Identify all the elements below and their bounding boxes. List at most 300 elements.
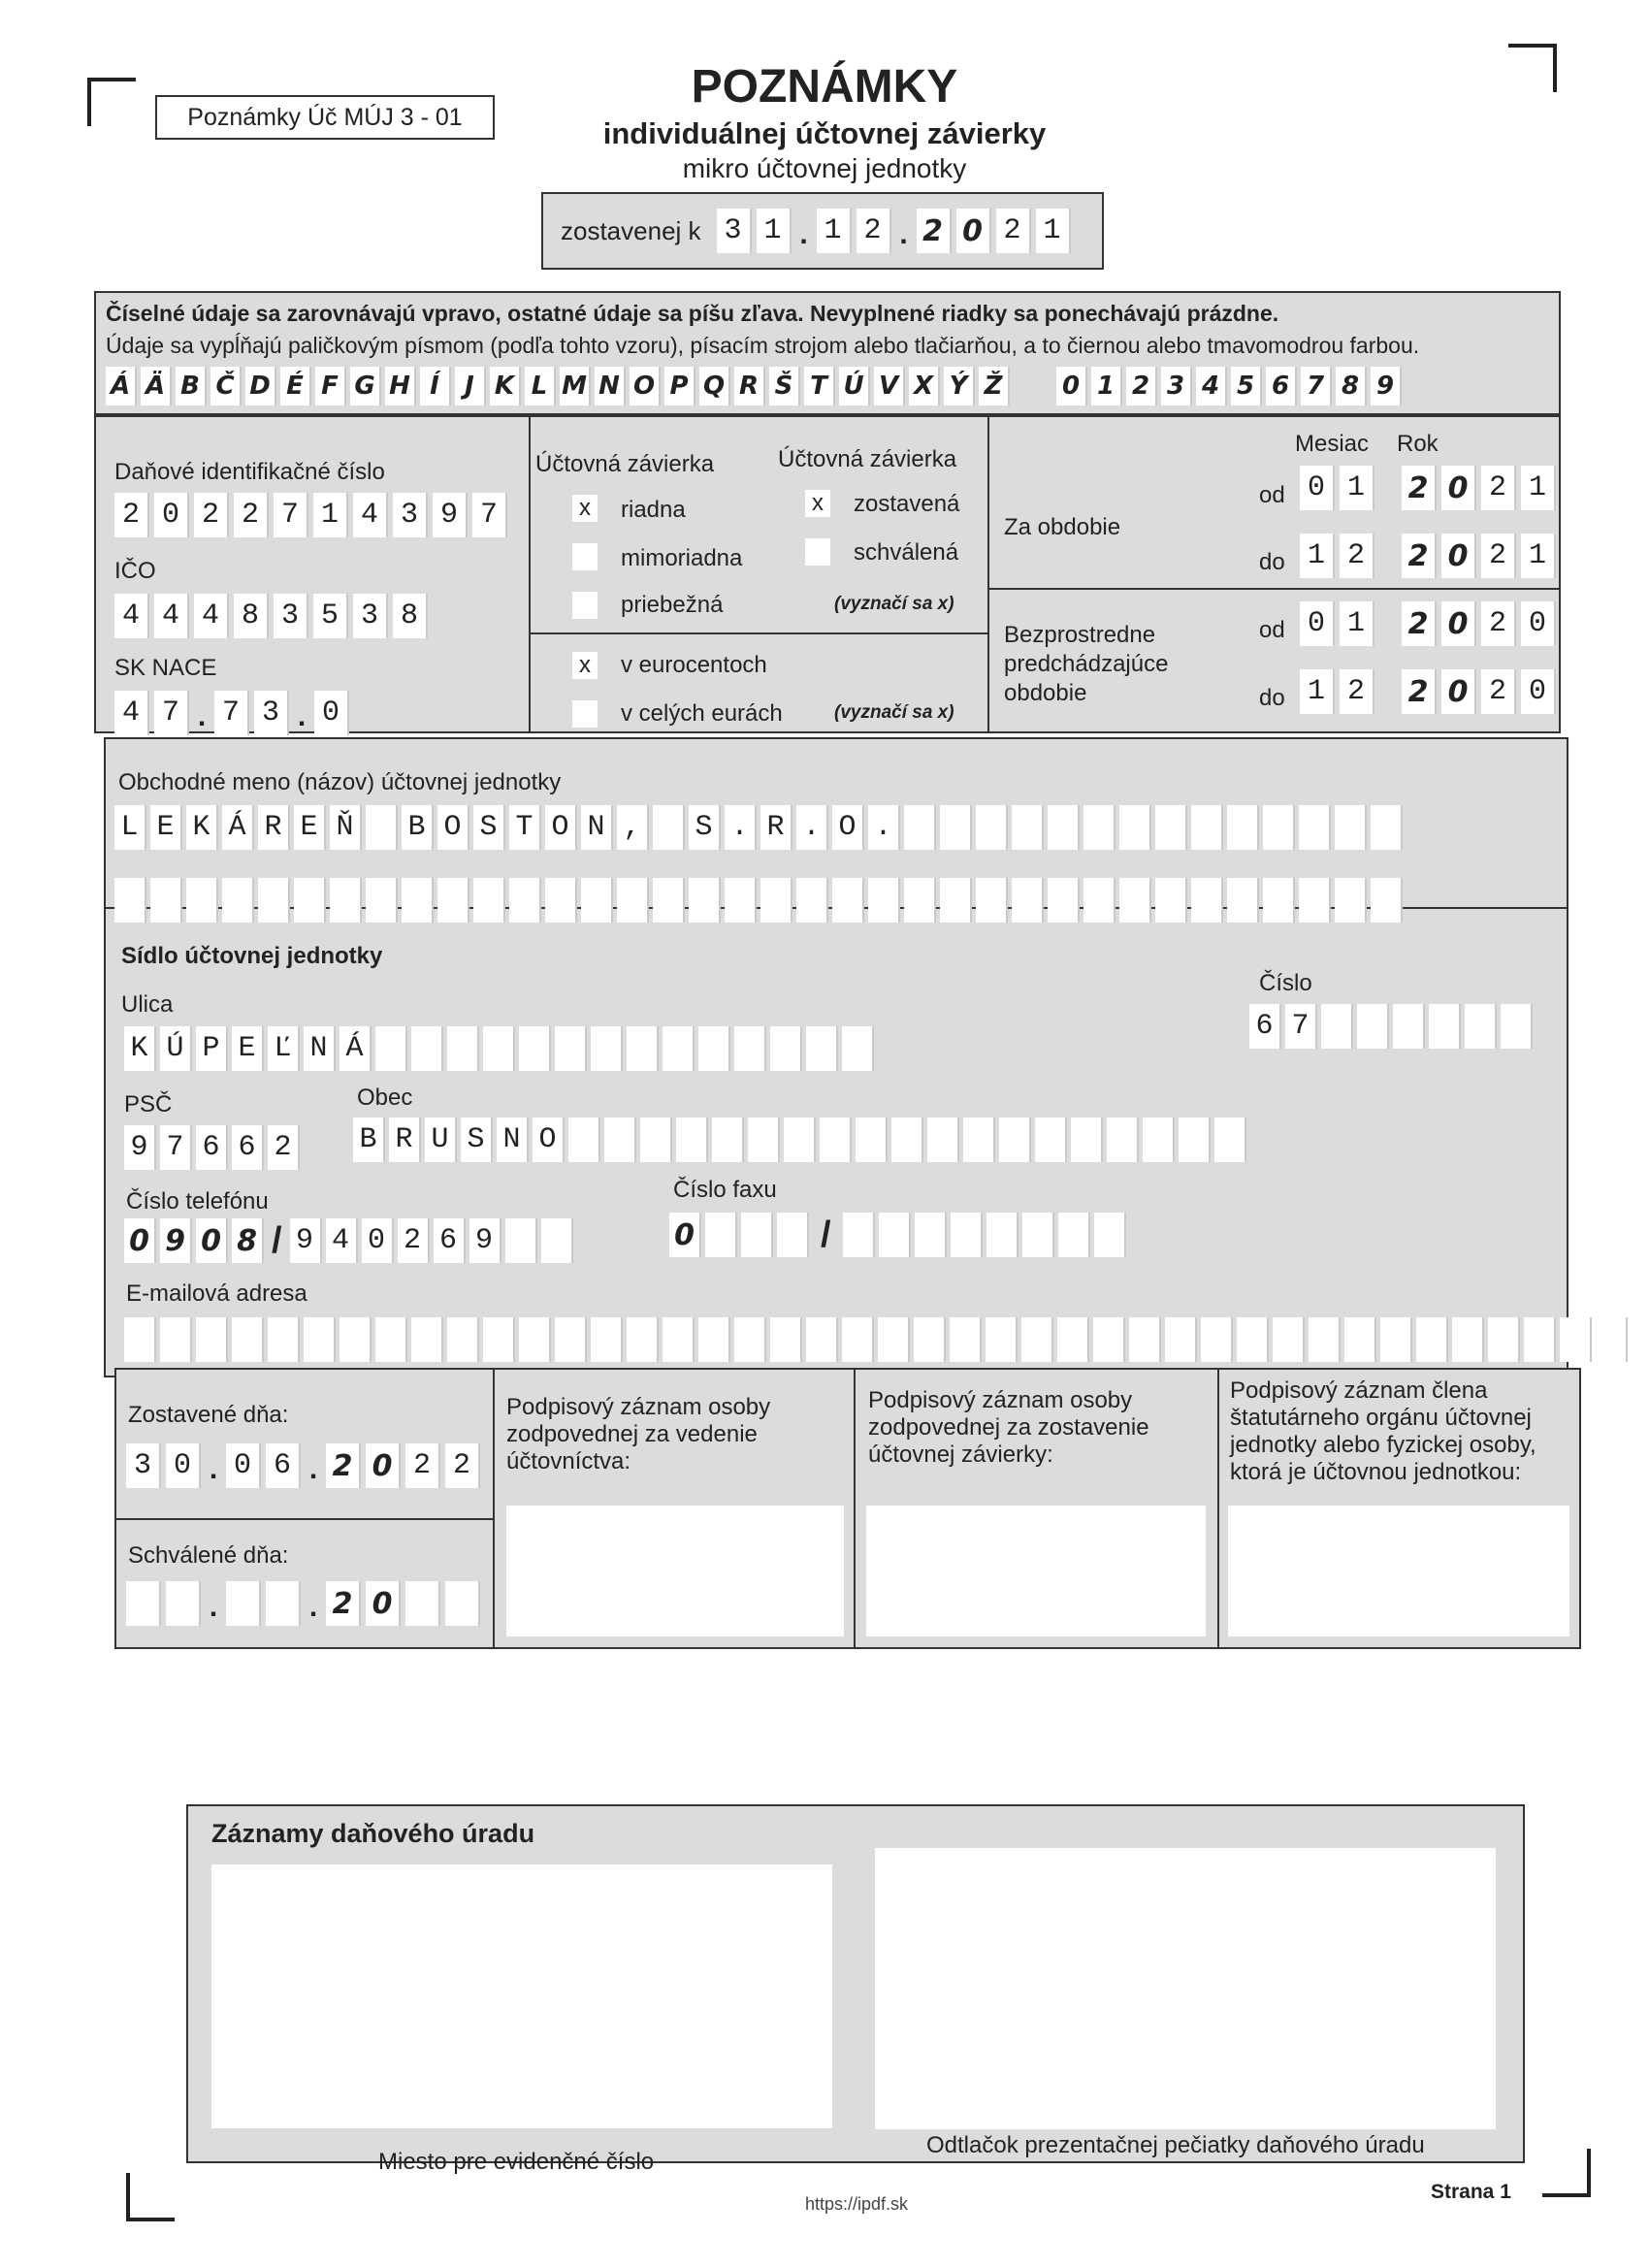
company-name-cell[interactable]: E: [294, 805, 326, 850]
psc-field[interactable]: [124, 1125, 300, 1170]
month-cell[interactable]: 2: [1340, 669, 1374, 714]
date-cell[interactable]: [405, 1581, 440, 1626]
approved-on-date[interactable]: [126, 1581, 480, 1626]
company-name-cell[interactable]: [904, 878, 936, 923]
email-cell[interactable]: [1596, 1317, 1628, 1362]
company-name-field[interactable]: [114, 805, 1403, 850]
phone-cell[interactable]: 9: [469, 1218, 501, 1263]
fax-prefix-cell[interactable]: [705, 1213, 737, 1257]
dic-cell[interactable]: 1: [313, 493, 348, 537]
company-name-cell[interactable]: [186, 878, 218, 923]
email-cell[interactable]: [268, 1317, 300, 1362]
email-cell[interactable]: [627, 1317, 659, 1362]
company-name-cell[interactable]: [1299, 805, 1331, 850]
company-name-cell[interactable]: [1263, 805, 1295, 850]
company-name-cell[interactable]: E: [150, 805, 182, 850]
city-cell[interactable]: S: [461, 1118, 493, 1162]
signature-preparer-field[interactable]: [866, 1506, 1206, 1636]
company-name-cell[interactable]: [473, 878, 505, 923]
company-name-cell[interactable]: [796, 878, 828, 923]
email-cell[interactable]: [1380, 1317, 1412, 1362]
email-cell[interactable]: [124, 1317, 156, 1362]
street-cell[interactable]: Á: [340, 1026, 372, 1071]
company-name-cell[interactable]: [402, 878, 434, 923]
company-name-cell[interactable]: [1191, 878, 1223, 923]
street-cell[interactable]: [447, 1026, 479, 1071]
date-cell[interactable]: 2: [326, 1581, 361, 1626]
company-name-cell[interactable]: .: [796, 805, 828, 850]
company-name-cell[interactable]: [1119, 878, 1151, 923]
company-name-cell[interactable]: [294, 878, 326, 923]
company-name-cell[interactable]: .: [725, 805, 757, 850]
year-cell[interactable]: 0: [1441, 534, 1476, 578]
dic-cell[interactable]: 0: [154, 493, 189, 537]
dic-cell[interactable]: 4: [353, 493, 388, 537]
company-name-cell[interactable]: K: [186, 805, 218, 850]
city-cell[interactable]: [1071, 1118, 1103, 1162]
company-name-cell[interactable]: [1012, 878, 1044, 923]
street-cell[interactable]: [663, 1026, 695, 1071]
email-cell[interactable]: [914, 1317, 946, 1362]
street-cell[interactable]: [806, 1026, 838, 1071]
mimoriadna-checkbox[interactable]: [572, 543, 598, 570]
company-name-cell[interactable]: [509, 878, 541, 923]
company-name-cell[interactable]: .: [868, 805, 900, 850]
company-name-cell[interactable]: [1371, 878, 1403, 923]
ico-cell[interactable]: 4: [114, 594, 149, 638]
city-cell[interactable]: [1214, 1118, 1246, 1162]
month-cell[interactable]: 1: [1300, 534, 1335, 578]
company-name-cell[interactable]: [904, 805, 936, 850]
dic-cell[interactable]: 7: [274, 493, 308, 537]
street-cell[interactable]: E: [232, 1026, 264, 1071]
email-cell[interactable]: [411, 1317, 443, 1362]
ico-cell[interactable]: 3: [274, 594, 308, 638]
email-cell[interactable]: [986, 1317, 1018, 1362]
city-cell[interactable]: O: [533, 1118, 565, 1162]
email-cell[interactable]: [1057, 1317, 1089, 1362]
ico-cell[interactable]: 4: [154, 594, 189, 638]
phone-cell[interactable]: [505, 1218, 537, 1263]
street-cell[interactable]: P: [196, 1026, 228, 1071]
street-cell[interactable]: Ú: [160, 1026, 192, 1071]
email-cell[interactable]: [160, 1317, 192, 1362]
year-cell[interactable]: 0: [1441, 466, 1476, 510]
previous-to[interactable]: [1300, 669, 1556, 714]
email-cell[interactable]: [1416, 1317, 1448, 1362]
company-name-cell[interactable]: T: [509, 805, 541, 850]
eur-checkbox[interactable]: [572, 700, 598, 728]
city-cell[interactable]: [891, 1118, 923, 1162]
company-name-cell[interactable]: [1119, 805, 1151, 850]
year-cell[interactable]: 0: [1441, 601, 1476, 646]
street-cell[interactable]: [591, 1026, 623, 1071]
company-name-cell[interactable]: [437, 878, 469, 923]
email-cell[interactable]: [1093, 1317, 1125, 1362]
email-cell[interactable]: [842, 1317, 874, 1362]
company-name-cell[interactable]: [1155, 805, 1187, 850]
city-cell[interactable]: B: [353, 1118, 385, 1162]
psc-label: PSČ: [124, 1091, 173, 1118]
city-cell[interactable]: [856, 1118, 888, 1162]
company-name-cell[interactable]: [653, 878, 685, 923]
company-name-cell[interactable]: [1048, 878, 1080, 923]
date-cell[interactable]: 1: [1036, 209, 1071, 253]
city-cell[interactable]: [1035, 1118, 1067, 1162]
number-cell[interactable]: [1393, 1004, 1425, 1049]
company-name-cell[interactable]: [366, 805, 398, 850]
company-name-cell[interactable]: S: [473, 805, 505, 850]
company-name-cell[interactable]: [1371, 805, 1403, 850]
email-cell[interactable]: [447, 1317, 479, 1362]
city-field[interactable]: [353, 1118, 1246, 1162]
phone-prefix-cell[interactable]: 0: [196, 1218, 228, 1263]
email-cell[interactable]: [1452, 1317, 1484, 1362]
fax-cell[interactable]: [951, 1213, 983, 1257]
number-cell[interactable]: [1501, 1004, 1533, 1049]
email-cell[interactable]: [304, 1317, 336, 1362]
street-cell[interactable]: [698, 1026, 730, 1071]
company-name-cell[interactable]: S: [689, 805, 721, 850]
tax-office-stamp-field[interactable]: [875, 1848, 1496, 2129]
email-cell[interactable]: [1344, 1317, 1376, 1362]
street-cell[interactable]: [375, 1026, 407, 1071]
fax-cell[interactable]: [843, 1213, 875, 1257]
city-cell[interactable]: [1107, 1118, 1139, 1162]
company-name-cell[interactable]: [1083, 805, 1116, 850]
street-cell[interactable]: Ľ: [268, 1026, 300, 1071]
dic-cell[interactable]: 3: [393, 493, 428, 537]
ico-cell[interactable]: 5: [313, 594, 348, 638]
city-cell[interactable]: [963, 1118, 995, 1162]
phone-prefix-cell[interactable]: 0: [124, 1218, 156, 1263]
fax-cell[interactable]: [915, 1213, 947, 1257]
phone-prefix-cell[interactable]: 8: [232, 1218, 264, 1263]
phone-prefix-cell[interactable]: 9: [160, 1218, 192, 1263]
date-cell[interactable]: [266, 1581, 301, 1626]
date-cell[interactable]: 3: [126, 1443, 161, 1488]
company-name-cell[interactable]: [1335, 878, 1367, 923]
email-cell[interactable]: [1309, 1317, 1341, 1362]
company-name-cell[interactable]: O: [545, 805, 577, 850]
email-cell[interactable]: [1273, 1317, 1305, 1362]
year-cell[interactable]: 2: [1481, 466, 1516, 510]
company-name-cell[interactable]: [1227, 805, 1259, 850]
date-cell[interactable]: 2: [857, 209, 891, 253]
street-cell[interactable]: [770, 1026, 802, 1071]
company-name-cell[interactable]: [976, 878, 1008, 923]
email-cell[interactable]: [950, 1317, 982, 1362]
company-name-cell[interactable]: [1299, 878, 1331, 923]
company-name-cell[interactable]: Á: [222, 805, 254, 850]
month-cell[interactable]: 1: [1340, 466, 1374, 510]
nace-field[interactable]: [114, 691, 349, 735]
company-name-cell[interactable]: [940, 805, 972, 850]
fax-cell[interactable]: [1022, 1213, 1054, 1257]
month-cell[interactable]: 0: [1300, 466, 1335, 510]
company-name-cell[interactable]: [725, 878, 757, 923]
fax-field[interactable]: [669, 1213, 1126, 1257]
date-cell[interactable]: 0: [956, 209, 991, 253]
date-cell[interactable]: [126, 1581, 161, 1626]
street-cell[interactable]: [842, 1026, 874, 1071]
email-cell[interactable]: [1021, 1317, 1053, 1362]
street-cell[interactable]: [555, 1026, 587, 1071]
psc-cell[interactable]: 6: [232, 1125, 264, 1170]
street-field[interactable]: [124, 1026, 874, 1071]
email-cell[interactable]: [375, 1317, 407, 1362]
company-name-cell[interactable]: [868, 878, 900, 923]
city-cell[interactable]: R: [389, 1118, 421, 1162]
email-cell[interactable]: [1129, 1317, 1161, 1362]
date-cell[interactable]: 2: [326, 1443, 361, 1488]
email-cell[interactable]: [555, 1317, 587, 1362]
street-cell[interactable]: [411, 1026, 443, 1071]
number-cell[interactable]: [1465, 1004, 1497, 1049]
street-cell[interactable]: [627, 1026, 659, 1071]
psc-cell[interactable]: 6: [196, 1125, 228, 1170]
year-cell[interactable]: 2: [1481, 534, 1516, 578]
date-cell[interactable]: 0: [226, 1443, 261, 1488]
email-cell[interactable]: [483, 1317, 515, 1362]
date-cell[interactable]: 0: [366, 1443, 401, 1488]
email-cell[interactable]: [1165, 1317, 1197, 1362]
email-cell[interactable]: [340, 1317, 372, 1362]
company-name-field-2[interactable]: [114, 878, 1403, 923]
dic-cell[interactable]: 9: [433, 493, 468, 537]
company-name-cell[interactable]: O: [832, 805, 864, 850]
psc-cell[interactable]: 9: [124, 1125, 156, 1170]
company-name-cell[interactable]: B: [402, 805, 434, 850]
company-name-cell[interactable]: [940, 878, 972, 923]
psc-cell[interactable]: 2: [268, 1125, 300, 1170]
phone-cell[interactable]: 6: [434, 1218, 466, 1263]
zostavena-checkbox[interactable]: x: [805, 490, 830, 517]
email-cell[interactable]: [770, 1317, 802, 1362]
year-cell[interactable]: 1: [1521, 466, 1556, 510]
city-cell[interactable]: [999, 1118, 1031, 1162]
company-name-cell[interactable]: [689, 878, 721, 923]
dic-field[interactable]: [114, 493, 507, 537]
dic-cell[interactable]: 7: [472, 493, 507, 537]
email-cell[interactable]: [232, 1317, 264, 1362]
signature-accounting-field[interactable]: [506, 1506, 844, 1636]
nace-cell[interactable]: 0: [314, 691, 349, 735]
date-cell[interactable]: 2: [445, 1443, 480, 1488]
prepared-date[interactable]: [717, 209, 1071, 253]
email-cell[interactable]: [734, 1317, 766, 1362]
nace-cell[interactable]: 7: [154, 691, 189, 735]
number-cell[interactable]: 7: [1285, 1004, 1317, 1049]
priebezna-checkbox[interactable]: [572, 592, 598, 619]
ico-cell[interactable]: 3: [353, 594, 388, 638]
company-name-cell[interactable]: [330, 878, 362, 923]
company-name-cell[interactable]: [976, 805, 1008, 850]
month-cell[interactable]: 1: [1300, 669, 1335, 714]
email-field[interactable]: [124, 1317, 1628, 1362]
phone-cell[interactable]: 2: [398, 1218, 430, 1263]
email-cell[interactable]: [519, 1317, 551, 1362]
city-cell[interactable]: [748, 1118, 780, 1162]
email-cell[interactable]: [663, 1317, 695, 1362]
city-cell[interactable]: [604, 1118, 636, 1162]
company-name-cell[interactable]: [1227, 878, 1259, 923]
dic-cell[interactable]: 2: [194, 493, 229, 537]
month-cell[interactable]: 0: [1300, 601, 1335, 646]
city-cell[interactable]: [784, 1118, 816, 1162]
company-name-cell[interactable]: [617, 878, 649, 923]
city-cell[interactable]: [568, 1118, 600, 1162]
company-name-cell[interactable]: [150, 878, 182, 923]
phone-cell[interactable]: 4: [326, 1218, 358, 1263]
year-cell[interactable]: 1: [1521, 534, 1556, 578]
company-name-cell[interactable]: N: [581, 805, 613, 850]
month-cell[interactable]: 1: [1340, 601, 1374, 646]
psc-cell[interactable]: 7: [160, 1125, 192, 1170]
company-name-cell[interactable]: [832, 878, 864, 923]
phone-field[interactable]: [124, 1218, 573, 1263]
eurocent-checkbox[interactable]: x: [572, 652, 598, 679]
year-cell[interactable]: 2: [1402, 534, 1437, 578]
company-name-cell[interactable]: R: [760, 805, 792, 850]
date-cell[interactable]: 6: [266, 1443, 301, 1488]
date-cell[interactable]: 2: [996, 209, 1031, 253]
year-cell[interactable]: 2: [1481, 669, 1516, 714]
street-cell[interactable]: [519, 1026, 551, 1071]
number-cell[interactable]: [1357, 1004, 1389, 1049]
email-cell[interactable]: [1524, 1317, 1556, 1362]
current-from[interactable]: [1300, 466, 1556, 510]
company-name-cell[interactable]: [258, 878, 290, 923]
company-name-cell[interactable]: [1012, 805, 1044, 850]
fax-cell[interactable]: [879, 1213, 911, 1257]
company-name-cell[interactable]: [1335, 805, 1367, 850]
dic-cell[interactable]: 2: [114, 493, 149, 537]
month-cell[interactable]: 2: [1340, 534, 1374, 578]
company-name-cell[interactable]: Ň: [330, 805, 362, 850]
email-cell[interactable]: [878, 1317, 910, 1362]
company-name-cell[interactable]: [1191, 805, 1223, 850]
date-cell[interactable]: [445, 1581, 480, 1626]
city-cell[interactable]: [820, 1118, 852, 1162]
city-cell[interactable]: [676, 1118, 708, 1162]
fax-prefix-cell[interactable]: [777, 1213, 809, 1257]
street-cell[interactable]: [734, 1026, 766, 1071]
company-name-cell[interactable]: [1263, 878, 1295, 923]
year-cell[interactable]: 0: [1441, 669, 1476, 714]
email-cell[interactable]: [698, 1317, 730, 1362]
city-cell[interactable]: U: [425, 1118, 457, 1162]
email-cell[interactable]: [1237, 1317, 1269, 1362]
city-cell[interactable]: [1179, 1118, 1211, 1162]
date-cell[interactable]: 0: [166, 1443, 201, 1488]
company-name-cell[interactable]: R: [258, 805, 290, 850]
nace-cell[interactable]: 7: [214, 691, 249, 735]
company-name-cell[interactable]: [1048, 805, 1080, 850]
nace-cell[interactable]: 4: [114, 691, 149, 735]
registration-number-field[interactable]: [211, 1864, 832, 2128]
nace-cell[interactable]: 3: [254, 691, 289, 735]
company-name-cell[interactable]: [222, 878, 254, 923]
date-cell[interactable]: 2: [405, 1443, 440, 1488]
street-cell[interactable]: K: [124, 1026, 156, 1071]
fax-prefix-cell[interactable]: [741, 1213, 773, 1257]
fax-cell[interactable]: [1094, 1213, 1126, 1257]
company-name-cell[interactable]: [760, 878, 792, 923]
date-cell[interactable]: 2: [917, 209, 952, 253]
previous-from[interactable]: [1300, 601, 1556, 646]
street-cell[interactable]: [483, 1026, 515, 1071]
email-cell[interactable]: [1201, 1317, 1233, 1362]
schvalena-checkbox[interactable]: [805, 538, 830, 566]
date-cell[interactable]: [226, 1581, 261, 1626]
city-cell[interactable]: [640, 1118, 672, 1162]
current-to[interactable]: [1300, 534, 1556, 578]
number-cell[interactable]: 6: [1249, 1004, 1281, 1049]
city-cell[interactable]: [927, 1118, 959, 1162]
company-name-cell[interactable]: O: [437, 805, 469, 850]
fax-cell[interactable]: [1058, 1213, 1090, 1257]
company-name-cell[interactable]: [366, 878, 398, 923]
number-field[interactable]: [1249, 1004, 1533, 1049]
signature-statutory-field[interactable]: [1228, 1506, 1569, 1636]
email-cell[interactable]: [591, 1317, 623, 1362]
email-cell[interactable]: [1488, 1317, 1520, 1362]
company-name-cell[interactable]: L: [114, 805, 146, 850]
number-cell[interactable]: [1321, 1004, 1353, 1049]
date-cell[interactable]: 3: [717, 209, 752, 253]
company-name-cell[interactable]: [114, 878, 146, 923]
phone-cell[interactable]: 9: [290, 1218, 322, 1263]
company-name-cell[interactable]: [581, 878, 613, 923]
date-cell[interactable]: 1: [757, 209, 792, 253]
ico-cell[interactable]: 4: [194, 594, 229, 638]
company-name-cell[interactable]: ,: [617, 805, 649, 850]
prepared-on-date[interactable]: [126, 1443, 480, 1488]
phone-cell[interactable]: [541, 1218, 573, 1263]
street-cell[interactable]: N: [304, 1026, 336, 1071]
year-cell[interactable]: 2: [1481, 601, 1516, 646]
email-cell[interactable]: [1560, 1317, 1592, 1362]
city-cell[interactable]: [712, 1118, 744, 1162]
city-cell[interactable]: [1143, 1118, 1175, 1162]
dic-cell[interactable]: 2: [234, 493, 269, 537]
company-name-cell[interactable]: [545, 878, 577, 923]
city-cell[interactable]: N: [497, 1118, 529, 1162]
ico-cell[interactable]: 8: [234, 594, 269, 638]
year-cell[interactable]: 2: [1402, 601, 1437, 646]
company-name-cell[interactable]: [1155, 878, 1187, 923]
company-name-cell[interactable]: [653, 805, 685, 850]
ico-cell[interactable]: 8: [393, 594, 428, 638]
phone-cell[interactable]: 0: [362, 1218, 394, 1263]
year-cell[interactable]: 2: [1402, 466, 1437, 510]
number-cell[interactable]: [1429, 1004, 1461, 1049]
email-cell[interactable]: [196, 1317, 228, 1362]
year-cell[interactable]: 2: [1402, 669, 1437, 714]
ico-field[interactable]: [114, 594, 428, 638]
date-cell[interactable]: [166, 1581, 201, 1626]
riadna-checkbox[interactable]: x: [572, 495, 598, 522]
date-cell[interactable]: 1: [817, 209, 852, 253]
date-cell[interactable]: 0: [366, 1581, 401, 1626]
email-cell[interactable]: [806, 1317, 838, 1362]
year-cell[interactable]: 0: [1521, 601, 1556, 646]
company-name-cell[interactable]: [1083, 878, 1116, 923]
fax-prefix-cell[interactable]: 0: [669, 1213, 701, 1257]
year-cell[interactable]: 0: [1521, 669, 1556, 714]
fax-cell[interactable]: [986, 1213, 1018, 1257]
